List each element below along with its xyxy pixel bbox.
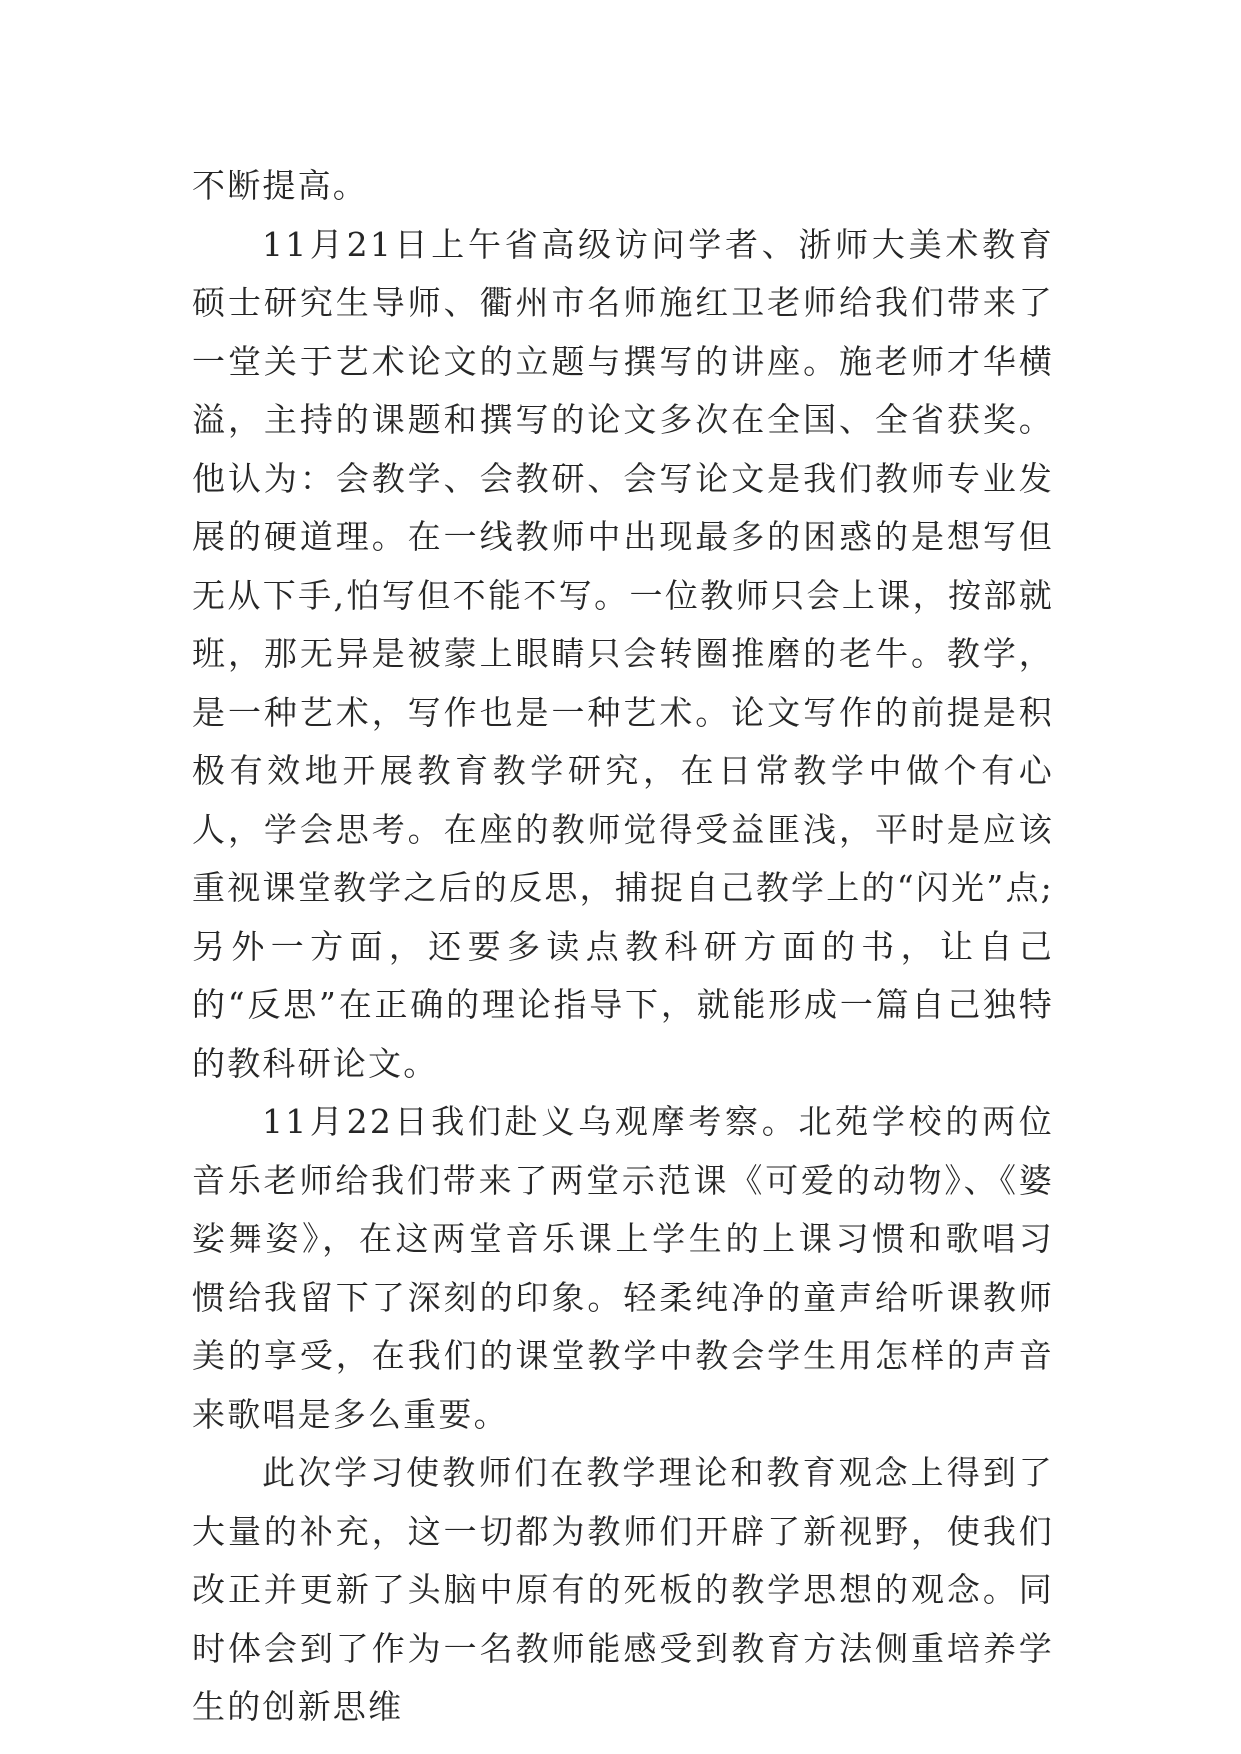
paragraph-lecture: 11月21日上午省高级访问学者、浙师大美术教育硕士研究生导师、衢州市名师施红卫老师给我们带来了一堂关于艺术论文的立题与撰写的讲座。施老师才华横溢，主持的课题和撰写的论文多次在全国、全省获奖。他认为：会教学、会教研、会写论文是我们教师专业发展的硬道理。在一线教师中出现最多的困惑的是想写但无从下手,怕写但不能不写。一位教师只会上课，按部就班，那无异是被蒙上眼睛只会转圈推磨的老牛。教学，是一种艺术，写作也是一种艺术。论文写作的前提是积极有效地开展教育教学研究，在日常教学中做个有心人，学会思考。在座的教师觉得受益匪浅，平时是应该重视课堂教学之后的反思，捕捉自己教学上的“闪光”点;另外一方面，还要多读点教科研方面的书，让自己的“反思”在正确的理论指导下，就能形成一篇自己独特的教科研论文。 bbox=[192, 224, 1054, 1083]
paragraph-continuation: 不断提高。 bbox=[192, 166, 368, 205]
document-page bbox=[192, 157, 1054, 1737]
paragraph-yiwu-visit: 11月22日我们赴义乌观摩考察。北苑学校的两位音乐老师给我们带来了两堂示范课《可爱的动物》、《婆娑舞姿》，在这两堂音乐课上学生的上课习惯和歌唱习惯给我留下了深刻的印象。轻柔纯净的童声给听课教师美的享受，在我们的课堂教学中教会学生用怎样的声音来歌唱是多么重要。 bbox=[192, 1102, 1054, 1434]
paragraph-summary: 此次学习使教师们在教学理论和教育观念上得到了大量的补充，这一切都为教师们开辟了新视野，使我们改正并更新了头脑中原有的死板的教学思想的观念。同时体会到了作为一名教师能感受到教育方法侧重培养学生的创新思维 bbox=[192, 1453, 1054, 1726]
